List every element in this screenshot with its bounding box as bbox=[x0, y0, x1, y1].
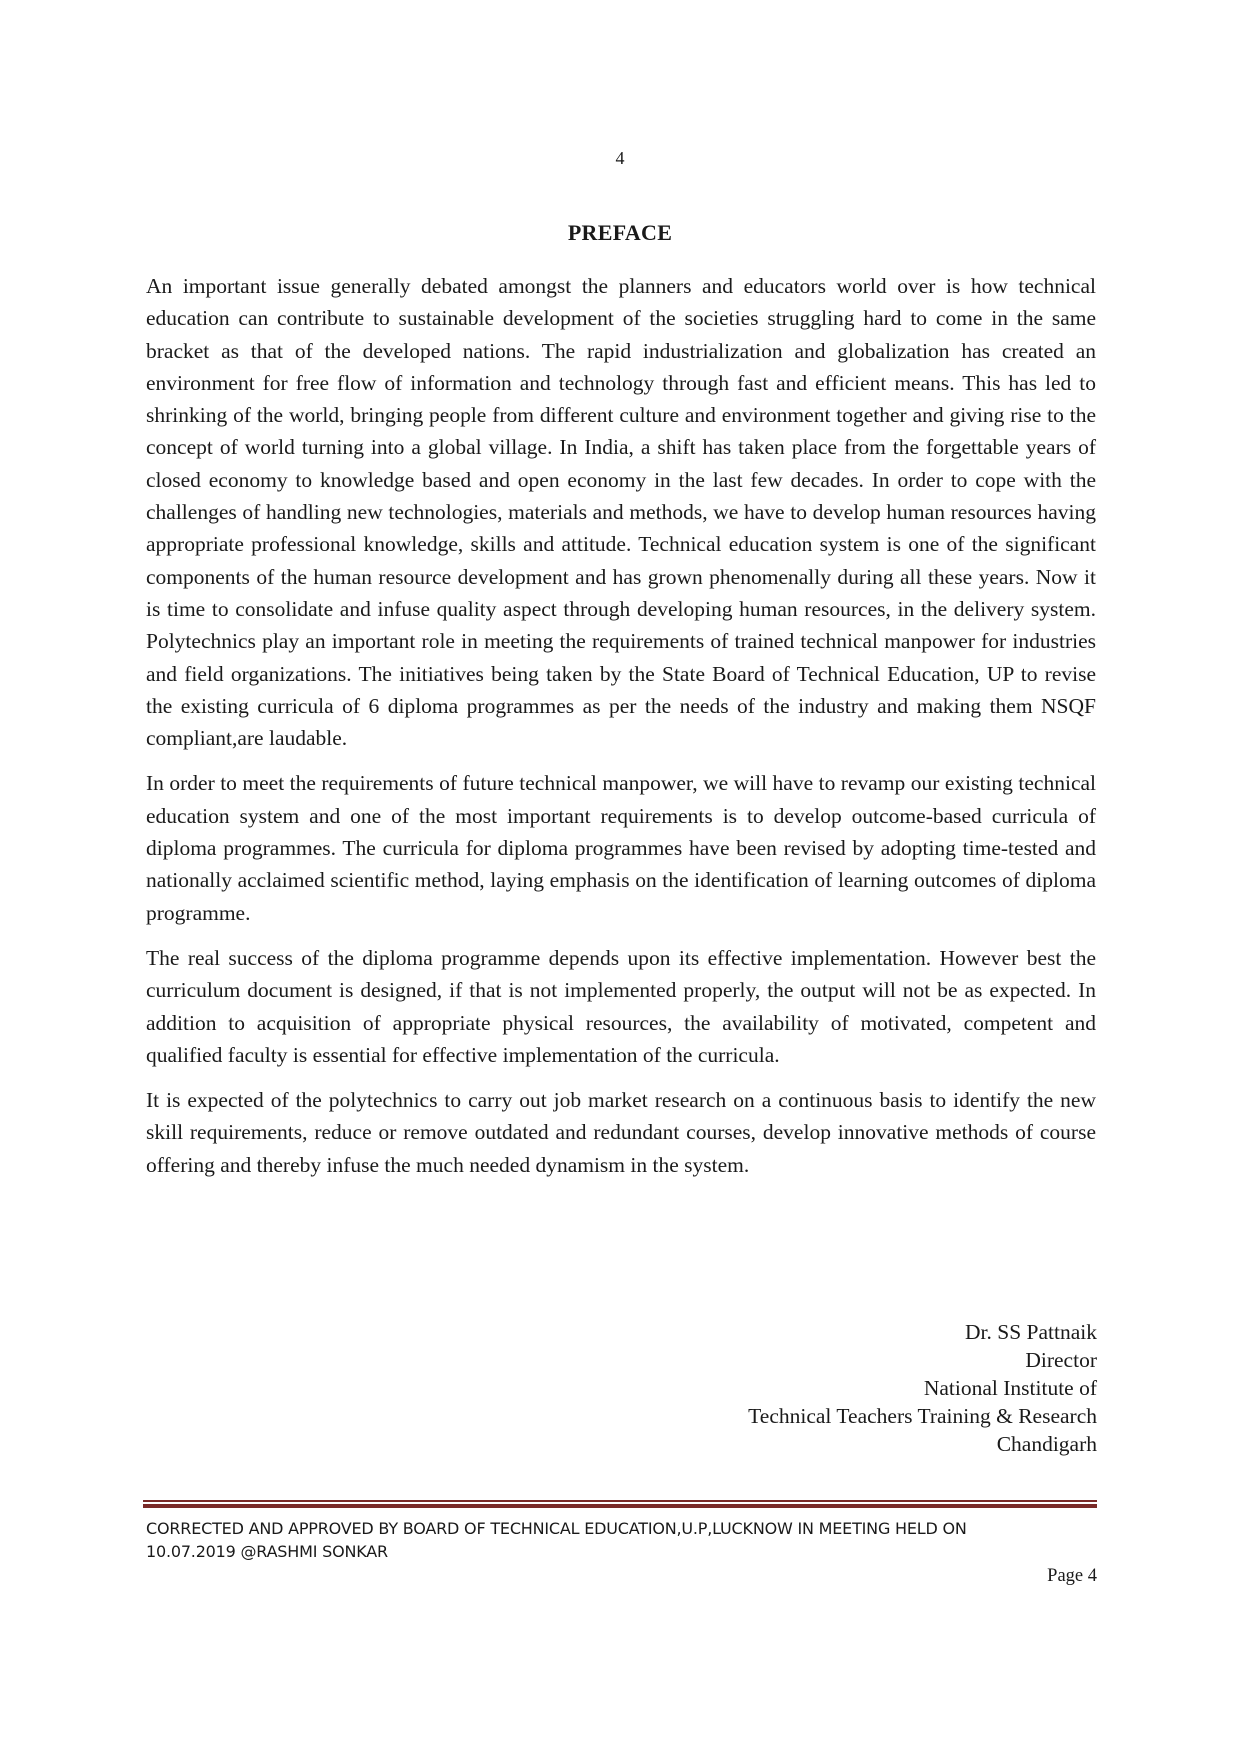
signatory-location: Chandigarh bbox=[996, 1432, 1097, 1456]
paragraph-4: It is expected of the polytechnics to carry out job market research on a continuous basis to identify the new skill requirements, reduce or remove outdated and redundant courses, develop innovative methods of course offering and thereby infuse the much needed dynamism in the system. bbox=[146, 1088, 1096, 1177]
paragraph-2: In order to meet the requirements of future technical manpower, we will have to revamp our existing technical education system and one of the most important requirements is to develop outcome-based curricula of diploma programmes. The curricula for diploma programmes have been revised by adopting time-tested and nationally acclaimed scientific method, laying emphasis on the identification of learning outcomes of diploma programme. bbox=[146, 771, 1096, 925]
footer-approval-note bbox=[146, 1517, 1096, 1563]
header-page-number: 4 bbox=[615, 148, 625, 168]
signatory-designation: Director bbox=[1025, 1348, 1097, 1372]
signature-block bbox=[748, 1318, 1097, 1458]
signatory-institution-line2: Technical Teachers Training & Research bbox=[748, 1404, 1097, 1428]
footer-note-line1: CORRECTED AND APPROVED BY BOARD OF TECHNICAL EDUCATION,U.P,LUCKNOW IN MEETING HELD ON bbox=[146, 1519, 967, 1538]
paragraph-1: An important issue generally debated amongst the planners and educators world over is how technical education can contribute to sustainable development of the societies struggling hard to come in the same bracket as that of the developed nations. The rapid industrialization and globalization has created an environment for free flow of information and technology through fast and efficient means. This has led to shrinking of the world, bringing people from different culture and environment together and giving rise to the concept of world turning into a global village. In India, a shift has taken place from the forgettable years of closed economy to knowledge based and open economy in the last few decades. In order to cope with the challenges of handling new technologies, materials and methods, we have to develop human resources having appropriate professional knowledge, skills and attitude. Technical education system is one of the significant components of the human resource development and has grown phenomenally during all these years. Now it is time to consolidate and infuse quality aspect through developing human resources, in the delivery system. Polytechnics play an important role in meeting the requirements of trained technical manpower for industries and field organizations. The initiatives being taken by the State Board of Technical Education, UP to revise the existing curricula of 6 diploma programmes as per the needs of the industry and making them NSQF compliant,are laudable. bbox=[146, 274, 1096, 751]
preface-body bbox=[146, 270, 1096, 1194]
signatory-name: Dr. SS Pattnaik bbox=[964, 1320, 1097, 1344]
signatory-institution-line1: National Institute of bbox=[923, 1376, 1097, 1400]
page-title: PREFACE bbox=[567, 220, 673, 245]
footer-divider-thick bbox=[143, 1504, 1097, 1508]
footer-note-line2: 10.07.2019 @RASHMI SONKAR bbox=[146, 1542, 388, 1561]
footer-page-label: Page 4 bbox=[1047, 1566, 1097, 1586]
footer-divider-thin bbox=[143, 1500, 1097, 1502]
paragraph-3: The real success of the diploma programme depends upon its effective implementation. However best the curriculum document is designed, if that is not implemented properly, the output will not be as expected. In addition to acquisition of appropriate physical resources, the availability of motivated, competent and qualified faculty is essential for effective implementation of the curricula. bbox=[146, 945, 1096, 1067]
